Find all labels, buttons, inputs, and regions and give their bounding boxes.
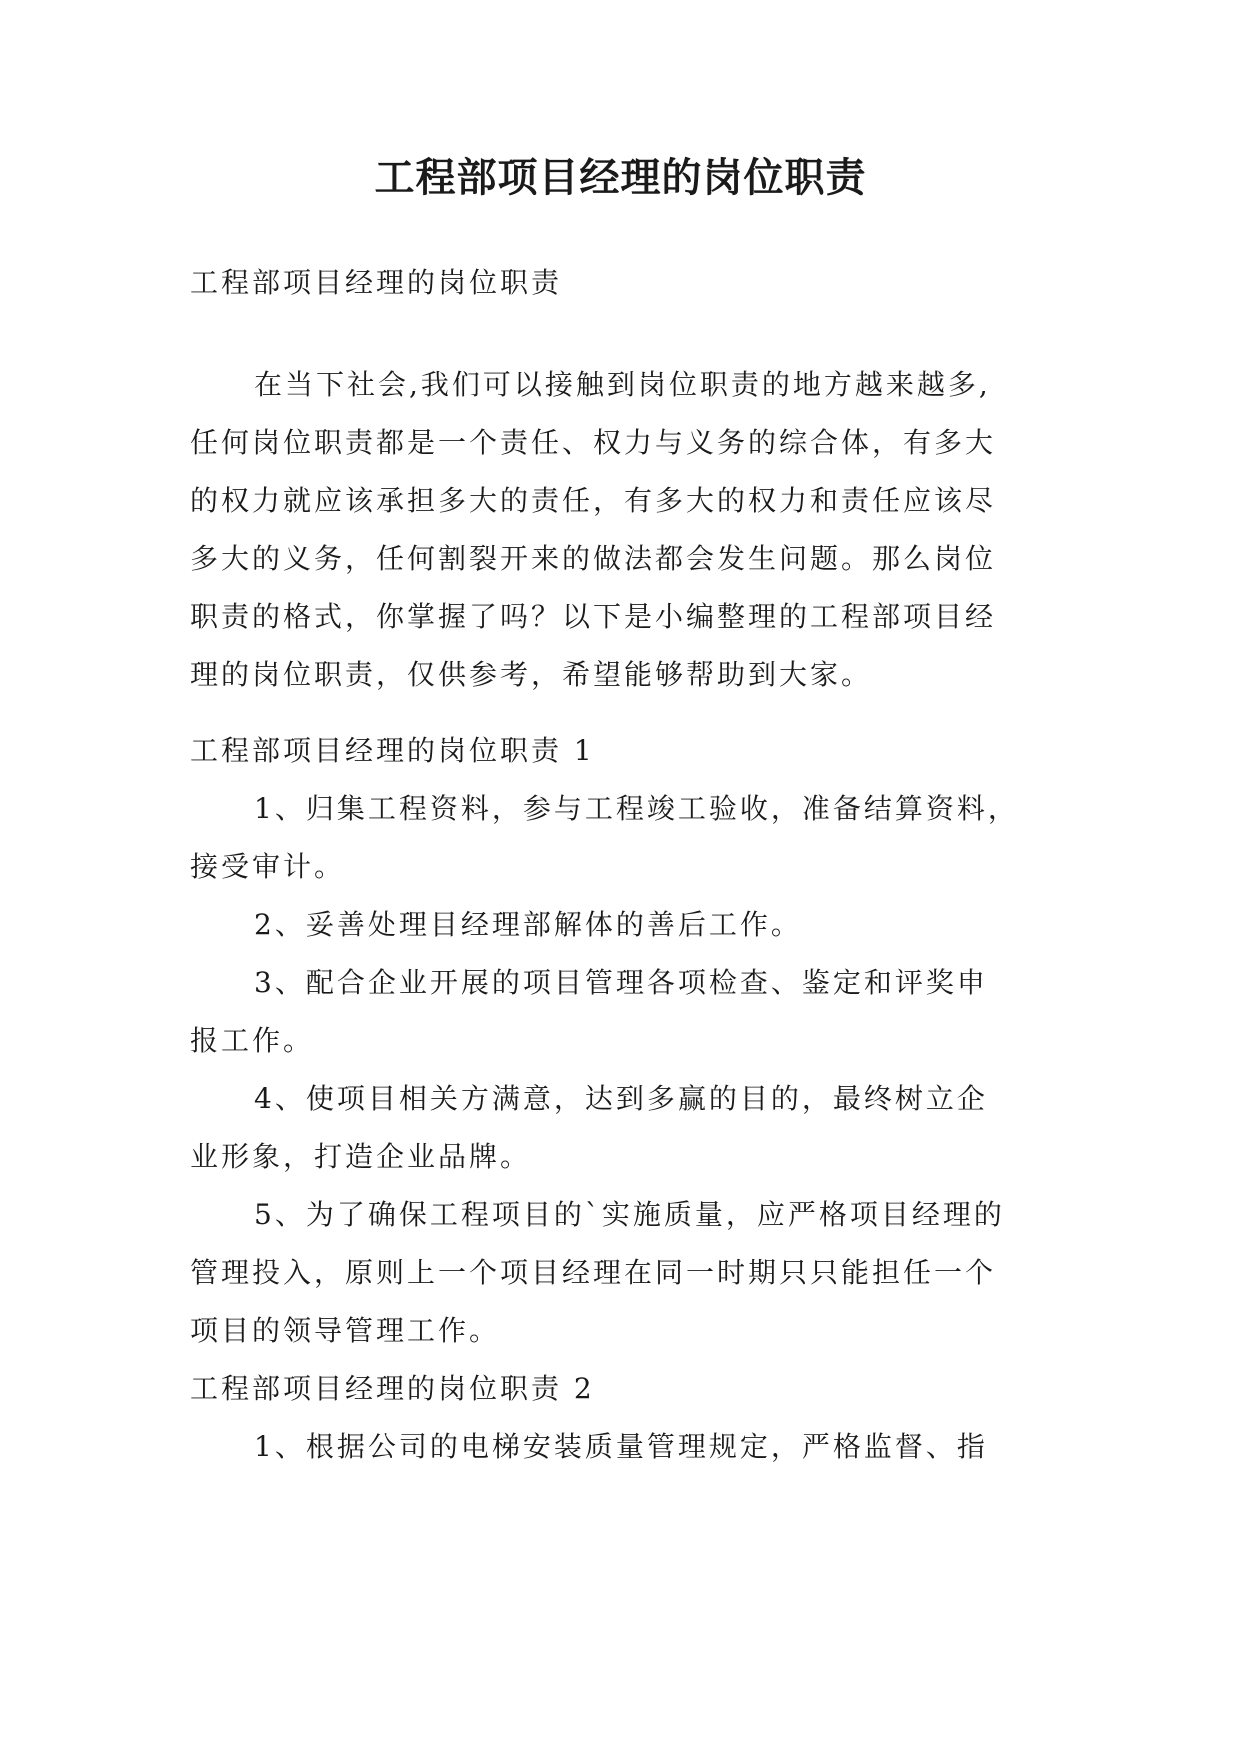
section-2-line: 1、根据公司的电梯安装质量管理规定，严格监督、指: [254, 1430, 988, 1463]
section-2: [190, 1360, 1070, 1476]
intro-line: 理的岗位职责，仅供参考，希望能够帮助到大家。: [190, 658, 873, 691]
document-subtitle: 工程部项目经理的岗位职责: [190, 266, 563, 299]
section-1-line: 3、配合企业开展的项目管理各项检查、鉴定和评奖申: [254, 966, 988, 999]
section-1-line: 管理投入，原则上一个项目经理在同一时期只只能担任一个: [190, 1256, 997, 1289]
intro-paragraph: [190, 356, 1070, 704]
intro-line: 多大的义务，任何割裂开来的做法都会发生问题。那么岗位: [190, 542, 997, 575]
section-1-line: 接受审计。: [190, 850, 346, 883]
section-1-line: 1、归集工程资料，参与工程竣工验收，准备结算资料，: [254, 792, 1019, 825]
section-1-heading: 工程部项目经理的岗位职责 1: [190, 734, 595, 767]
section-1-line: 业形象，打造企业品牌。: [190, 1140, 532, 1173]
section-1-line: 4、使项目相关方满意，达到多赢的目的，最终树立企: [254, 1082, 988, 1115]
section-1-line: 5、为了确保工程项目的`实施质量，应严格项目经理的: [254, 1198, 1005, 1231]
intro-line: 的权力就应该承担多大的责任，有多大的权力和责任应该尽: [190, 484, 997, 517]
intro-line: 在当下社会,我们可以接触到岗位职责的地方越来越多,: [254, 368, 991, 401]
intro-line: 任何岗位职责都是一个责任、权力与义务的综合体，有多大: [190, 426, 997, 459]
section-2-heading: 工程部项目经理的岗位职责 2: [190, 1372, 595, 1405]
section-1-line: 2、妥善处理目经理部解体的善后工作。: [254, 908, 802, 941]
document-title: 工程部项目经理的岗位职责: [374, 154, 867, 201]
document-subtitle-block: [190, 254, 1070, 312]
section-1-line: 项目的领导管理工作。: [190, 1314, 501, 1347]
section-1: [190, 722, 1070, 1360]
intro-line: 职责的格式，你掌握了吗？以下是小编整理的工程部项目经: [190, 600, 997, 633]
section-1-line: 报工作。: [190, 1024, 315, 1057]
